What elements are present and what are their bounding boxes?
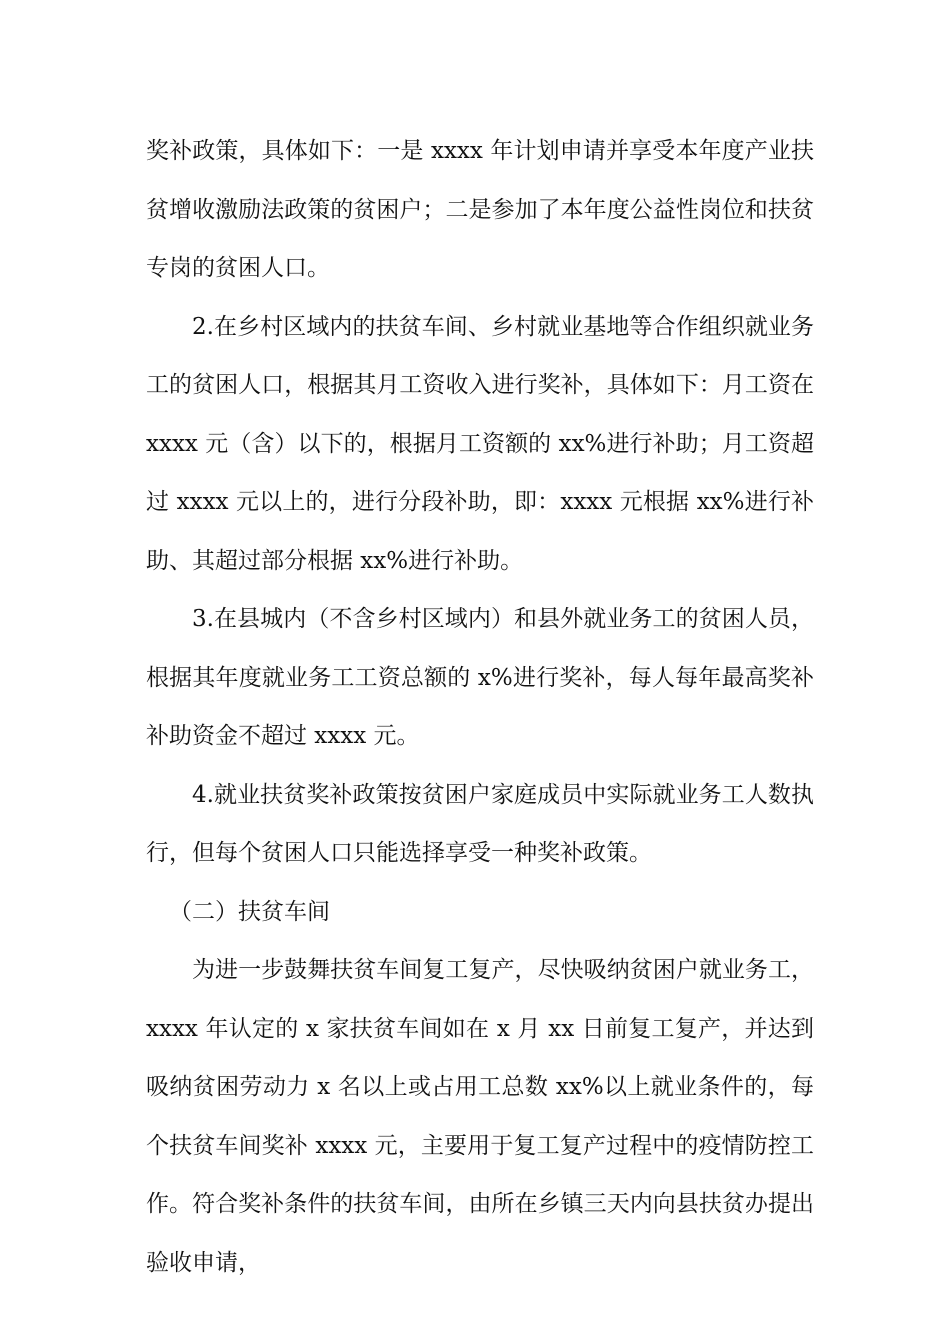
- workshop-paragraph: 为进一步鼓舞扶贫车间复工复产，尽快吸纳贫困户就业务工，xxxx 年认定的 x 家扶贫车间如在 x 月 xx 日前复工复产，并达到吸纳贫困劳动力 x 名以上或占用工总数 xx%以上就业条件的，每个扶贫车间奖补 xxxx 元，主要用于复工复产过程中的疫情防控工作。符合奖补条件的扶贫车间，由所在乡镇三天内向县扶贫办提出验收申请，: [146, 957, 814, 1276]
- section-heading: （二）扶贫车间: [169, 898, 330, 925]
- item-3-paragraph: 3.在县城内（不含乡村区域内）和县外就业务工的贫困人员，根据其年度就业务工工资总额的 x%进行奖补，每人每年最高奖补补助资金不超过 xxxx 元。: [146, 606, 814, 749]
- item-2-paragraph: 2.在乡村区域内的扶贫车间、乡村就业基地等合作组织就业务工的贫困人口，根据其月工资收入进行奖补，具体如下：月工资在 xxxx 元（含）以下的，根据月工资额的 xx%进行补助；月工资超过 xxxx 元以上的，进行分段补助，即：xxxx 元根据 xx%进行补助、其超过部分根据 xx%进行补助。: [146, 313, 814, 574]
- document-body: [146, 122, 814, 1292]
- continuation-paragraph: 奖补政策，具体如下：一是 xxxx 年计划申请并享受本年度产业扶贫增收激励法政策的贫困户；二是参加了本年度公益性岗位和扶贫专岗的贫困人口。: [146, 138, 814, 281]
- item-4-paragraph: 4.就业扶贫奖补政策按贫困户家庭成员中实际就业务工人数执行，但每个贫困人口只能选择享受一种奖补政策。: [146, 781, 814, 866]
